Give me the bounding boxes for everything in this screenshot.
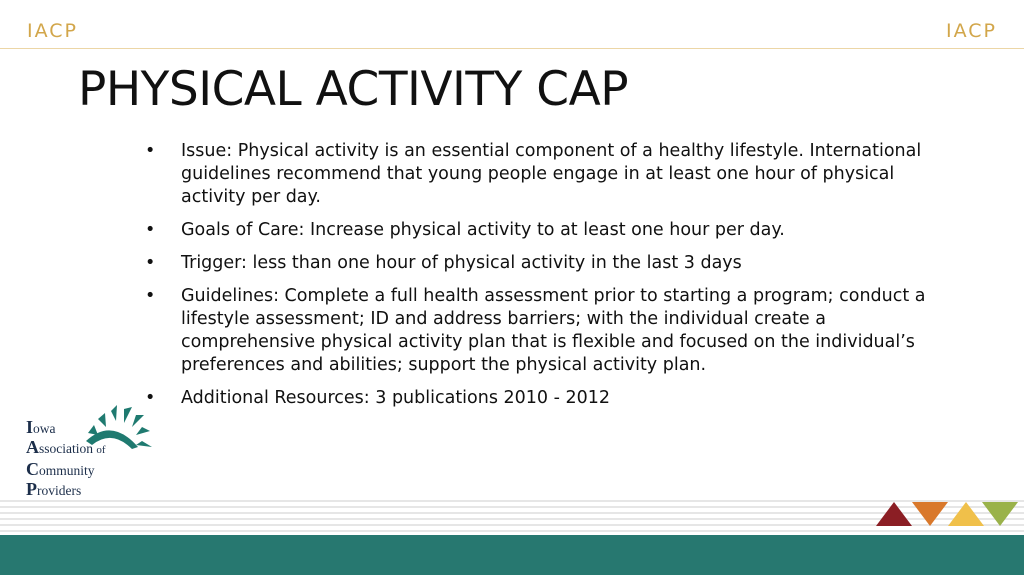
- stripe-line: [0, 512, 1024, 514]
- bullet-icon: •: [145, 253, 156, 273]
- stripe-line: [0, 518, 1024, 520]
- bullet-list: [145, 140, 955, 420]
- logo-word: ssociation: [39, 441, 93, 456]
- bullet-item-resources: [145, 387, 955, 410]
- stripe-line: [0, 506, 1024, 508]
- bullet-item-guidelines: [145, 285, 955, 377]
- bullet-text: Additional Resources: 3 publications 2010 - 2012: [181, 388, 611, 408]
- slide-title: PHYSICAL ACTIVITY CAP: [78, 62, 629, 117]
- triangle-red-icon: [876, 502, 912, 526]
- decorative-triangles: [876, 502, 1018, 526]
- bullet-icon: •: [145, 286, 156, 306]
- bullet-icon: •: [145, 388, 156, 408]
- triangle-orange-icon: [912, 502, 948, 526]
- bullet-text: Guidelines: Complete a full health assessment prior to starting a program; conduct a lifestyle assessment; ID and address barriers; with the individual create a comprehensive physical activity plan that is flexible and focused on the individual’s preferences and abilities; support the physical activity plan.: [181, 286, 926, 375]
- bullet-text: Trigger: less than one hour of physical activity in the last 3 days: [181, 253, 742, 273]
- logo-word: roviders: [37, 483, 82, 498]
- triangle-yellow-icon: [948, 502, 984, 526]
- logo-word: ommunity: [39, 463, 95, 478]
- stripe-line: [0, 524, 1024, 526]
- bullet-icon: •: [145, 220, 156, 240]
- bullet-item-trigger: [145, 252, 955, 275]
- stripe-line: [0, 530, 1024, 532]
- logo-word-of: of: [96, 444, 106, 456]
- header-divider: [0, 48, 1024, 49]
- triangle-green-icon: [982, 502, 1018, 526]
- logo-initial: I: [26, 417, 34, 437]
- logo-word: owa: [33, 421, 56, 436]
- logo-wordmark: [26, 418, 106, 500]
- header-brand-left: IACP: [27, 20, 78, 42]
- bullet-icon: •: [145, 141, 156, 161]
- footer-bar: [0, 535, 1024, 575]
- header-brand-right: IACP: [946, 20, 997, 42]
- bullet-item-goals: [145, 219, 955, 242]
- bullet-text: Issue: Physical activity is an essential component of a healthy lifestyle. International guidelines recommend that young people engage in at least one hour of physical activity per day.: [181, 141, 922, 207]
- footer-stripes: [0, 500, 1024, 534]
- logo-initial: C: [26, 459, 39, 479]
- bullet-item-issue: [145, 140, 955, 209]
- organization-logo: [22, 405, 162, 500]
- bullet-text: Goals of Care: Increase physical activity to at least one hour per day.: [181, 220, 785, 240]
- logo-initial: P: [26, 479, 37, 499]
- stripe-line: [0, 500, 1024, 502]
- logo-initial: A: [26, 437, 39, 457]
